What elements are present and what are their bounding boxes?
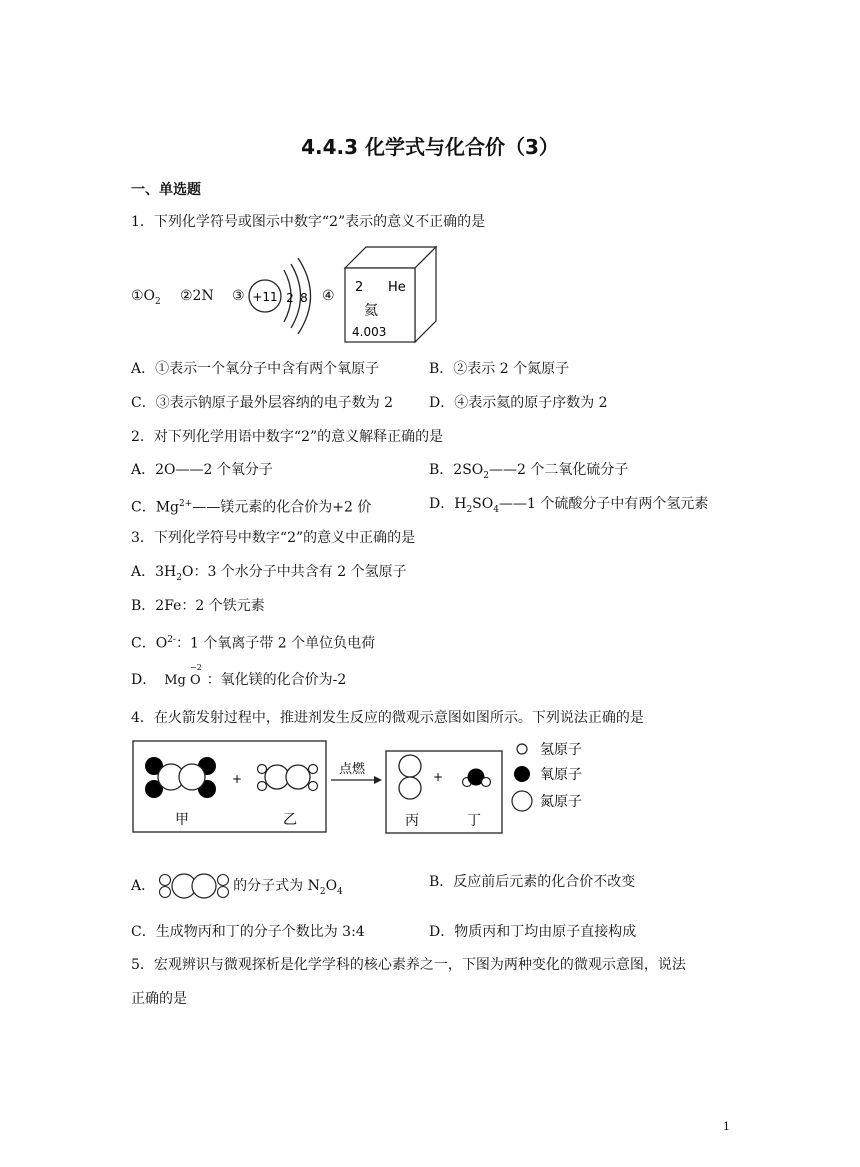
q4-option-b: B．反应前后元素的化合价不改变 bbox=[429, 874, 636, 890]
q5-stem-line2: 正确的是 bbox=[131, 991, 187, 1007]
shell-electrons-1: 2 bbox=[286, 291, 294, 305]
helium-element-card bbox=[342, 244, 438, 344]
legend-oxygen-swatch bbox=[514, 766, 530, 782]
q1-option-b: B．②表示 2 个氮原子 bbox=[429, 361, 570, 377]
page-number: 1 bbox=[723, 1120, 730, 1133]
arrow-head bbox=[374, 776, 382, 784]
label-bing: 丙 bbox=[405, 813, 419, 829]
legend-nitrogen: 氮原子 bbox=[540, 794, 582, 810]
legend-nitrogen-swatch bbox=[512, 791, 532, 811]
q1-option-d: D．④表示氦的原子序数为 2 bbox=[429, 395, 608, 411]
page-title: 4.4.3 化学式与化合价（3） bbox=[301, 135, 559, 159]
q3-option-d: D． Mg −2 O ：氧化镁的化合价为-2 bbox=[131, 670, 346, 691]
q1-option-a: A．①表示一个氧分子中含有两个氧原子 bbox=[131, 361, 380, 377]
q2-stem: 2．对下列化学用语中数字“2”的意义解释正确的是 bbox=[131, 429, 444, 445]
shell-electrons-2: 8 bbox=[300, 291, 308, 305]
q1-stem: 1．下列化学符号或图示中数字“2”表示的意义不正确的是 bbox=[131, 214, 486, 230]
plus-sign-2: + bbox=[432, 770, 444, 784]
q4-option-a: A． 的分子式为 $N_2O_4$ bbox=[131, 872, 343, 902]
plus-sign-1: + bbox=[231, 772, 243, 786]
atomic-mass: 4.003 bbox=[352, 325, 387, 339]
legend-hydrogen-swatch bbox=[517, 744, 527, 754]
q1-item-2n: ②2N bbox=[180, 288, 214, 304]
q2-option-c: C．$Mg^{2+}——$镁元素的化合价为+2 价 bbox=[131, 499, 372, 516]
mgo-valence-formula: Mg −2 O bbox=[164, 671, 200, 691]
q1-option-c: C．③表示钠原子最外层容纳的电子数为 2 bbox=[131, 395, 394, 411]
section-heading: 一、单选题 bbox=[131, 182, 201, 198]
q3-option-b: B．2Fe：2 个铁元素 bbox=[131, 598, 265, 614]
element-symbol: He bbox=[388, 280, 406, 295]
q3-option-c: C．$O^{2-}$：1 个氧离子带 2 个单位负电荷 bbox=[131, 635, 376, 652]
q5-stem-line1: 5．宏观辨识与微观探析是化学学科的核心素养之一，下图为两种变化的微观示意图，说法 bbox=[131, 957, 686, 973]
q1-item-na-prefix: ③ bbox=[232, 288, 245, 304]
q4-stem: 4．在火箭发射过程中，推进剂发生反应的微观示意图如图所示。下列说法正确的是 bbox=[131, 710, 644, 726]
q1-item-he-prefix: ④ bbox=[322, 288, 335, 304]
q4-option-d: D．物质丙和丁均由原子直接构成 bbox=[429, 924, 637, 940]
atomic-number: 2 bbox=[355, 280, 364, 295]
nucleus-charge: +11 bbox=[252, 290, 278, 304]
q3-stem: 3．下列化学符号中数字“2”的意义中正确的是 bbox=[131, 530, 416, 546]
valence-mark: −2 bbox=[190, 663, 202, 672]
label-ding: 丁 bbox=[467, 813, 481, 829]
sodium-atom-structure-diagram bbox=[246, 256, 326, 336]
arrow-label: 点燃 bbox=[338, 762, 366, 777]
q4-option-c: C．生成物丙和丁的分子个数比为 3:4 bbox=[131, 924, 365, 940]
label-jia: 甲 bbox=[175, 812, 189, 828]
q2-option-d: D．$H_2SO_4——1$ 个硫酸分子中有两个氢元素 bbox=[429, 496, 709, 515]
legend-oxygen: 氧原子 bbox=[540, 767, 582, 783]
q1-item-o2: $①O_2$ bbox=[131, 288, 161, 307]
n2o4-molecule-icon bbox=[157, 872, 231, 900]
q3-option-a: A．$3H_2O$：3 个水分子中共含有 2 个氢原子 bbox=[131, 564, 407, 583]
q2-option-b: B．$2SO_2——2$ 个二氧化硫分子 bbox=[429, 462, 629, 481]
legend bbox=[512, 742, 582, 811]
label-yi: 乙 bbox=[283, 812, 297, 828]
element-name: 氦 bbox=[364, 303, 378, 319]
reaction-micro-diagram bbox=[130, 736, 600, 838]
legend-hydrogen: 氢原子 bbox=[540, 742, 582, 758]
q2-option-a: A．2O——2 个氧分子 bbox=[131, 462, 273, 478]
